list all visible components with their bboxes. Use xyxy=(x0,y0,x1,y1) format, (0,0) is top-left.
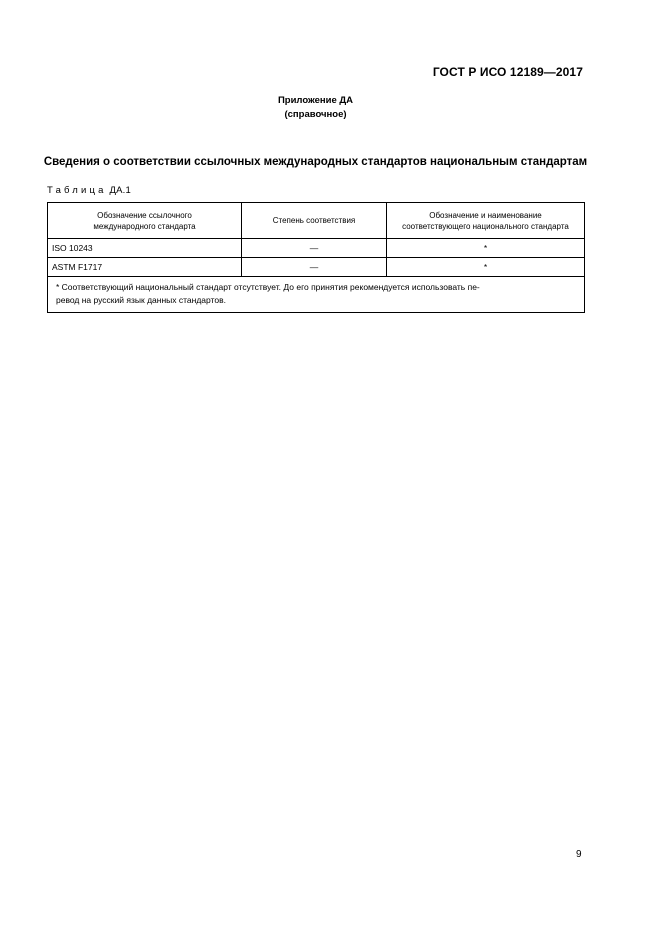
appendix-title-block xyxy=(0,94,631,122)
cell-national-standard: * xyxy=(387,239,585,258)
header-international-standard: Обозначение ссылочного международного стандарта xyxy=(48,203,242,239)
appendix-title: Приложение ДА xyxy=(277,95,354,106)
cell-international-standard: ISO 10243 xyxy=(48,239,242,258)
document-code: ГОСТ Р ИСО 12189—2017 xyxy=(432,65,583,79)
table-caption-number: ДА.1 xyxy=(109,185,131,196)
footnote-line-1: * Соответствующий национальный стандарт отсутствует. До его принятия рекомендуется использовать пе- xyxy=(56,282,480,292)
cell-degree: — xyxy=(242,258,387,277)
table-caption xyxy=(47,185,131,196)
header-national-standard: Обозначение и наименование соответствующего национального стандарта xyxy=(387,203,585,239)
table-caption-word: Таблица xyxy=(47,185,107,196)
cell-international-standard: ASTM F1717 xyxy=(48,258,242,277)
header-degree-of-correspondence: Степень соответствия xyxy=(242,203,387,239)
table-footnote-row xyxy=(48,277,585,313)
correspondence-table xyxy=(47,202,585,313)
table-row xyxy=(48,239,585,258)
page-number: 9 xyxy=(576,849,582,860)
table-row xyxy=(48,258,585,277)
table-footnote xyxy=(48,277,585,313)
cell-degree: — xyxy=(242,239,387,258)
cell-national-standard: * xyxy=(387,258,585,277)
footnote-line-2: ревод на русский язык данных стандартов. xyxy=(56,295,226,305)
appendix-subtitle: (справочное) xyxy=(284,109,347,120)
section-heading: Сведения о соответствии ссылочных международных стандартов национальным стандартам xyxy=(43,156,588,168)
table-header-row xyxy=(48,203,585,239)
